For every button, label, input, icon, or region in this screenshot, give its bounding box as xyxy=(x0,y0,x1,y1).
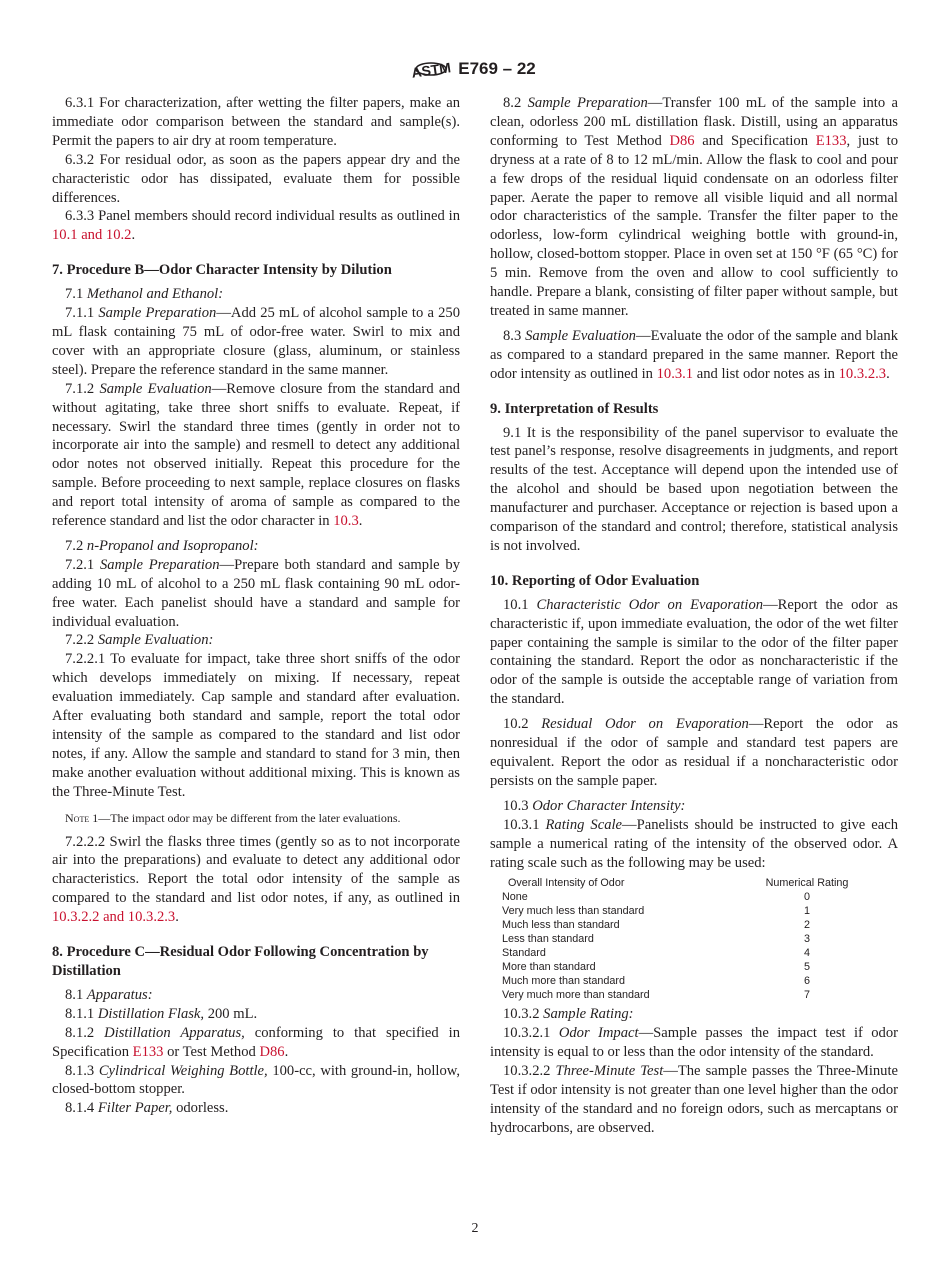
paragraph xyxy=(52,833,460,928)
table-header: Overall Intensity of Odor xyxy=(508,877,625,890)
text-run: 10. Reporting of Odor Evaluation xyxy=(490,572,700,589)
table-row xyxy=(502,918,862,932)
italic-term: Rating Scale xyxy=(545,816,623,833)
text-run: 10.3.2 xyxy=(503,1006,544,1023)
italic-term: Sample Evaluation xyxy=(525,327,636,344)
italic-term: Apparatus: xyxy=(86,986,153,1003)
paragraph xyxy=(490,715,898,791)
note xyxy=(52,809,460,828)
section-heading xyxy=(52,261,460,280)
standard-designation: E769 – 22 xyxy=(458,59,536,78)
rating-value: 2 xyxy=(803,919,810,932)
italic-term: Sample Rating: xyxy=(543,1006,634,1023)
italic-term: Sample Preparation xyxy=(527,95,648,111)
italic-term: Distillation Apparatus, xyxy=(104,1024,245,1041)
intensity-label: Much more than standard xyxy=(502,975,626,988)
intensity-label: Less than standard xyxy=(502,933,594,946)
intensity-label: Much less than standard xyxy=(502,919,620,932)
paragraph xyxy=(490,816,898,873)
cross-reference-link[interactable]: E133 xyxy=(815,132,847,149)
text-run: —Sample passes the impact test if odor intensity is equal to or less than the odor intensity of the standard. xyxy=(490,1025,899,1061)
text-run: . xyxy=(886,365,890,382)
text-run: 6.3.2 For residual odor, as soon as the papers appear dry and the characteristic odor has dissipated, evaluate them for possible differences. xyxy=(52,151,460,206)
paragraph xyxy=(490,327,898,384)
text-run: —Evaluate the odor of the sample and blank as compared to a standard prepared in the same manner. Report the odor intensity as outlined in xyxy=(490,327,898,382)
text-run: 200 mL. xyxy=(204,1005,258,1022)
text-run: 10.3.1 xyxy=(503,816,546,833)
text-run: 10.2 xyxy=(503,716,542,733)
left-column xyxy=(52,94,460,1118)
italic-term: Cylindrical Weighing Bottle, xyxy=(98,1062,268,1079)
intensity-label: More than standard xyxy=(502,961,596,974)
text-run: —Report the odor as nonresidual if the odor of sample and standard test papers are equivalent. Report the odor as residual if a noncharacteristic odor persists on the sample paper. xyxy=(490,716,899,789)
cross-reference-link[interactable]: D86 xyxy=(259,1043,285,1060)
paragraph xyxy=(52,1005,460,1024)
italic-term: n-Propanol and Isopropanol: xyxy=(86,537,259,554)
rating-scale-table xyxy=(502,876,862,1002)
text-run: 10.1 xyxy=(503,596,537,613)
intensity-label: Very much less than standard xyxy=(502,905,645,918)
text-run: —The impact odor may be different from the later evaluations. xyxy=(98,810,401,825)
text-run: 7.2.2.1 To evaluate for impact, take three short sniffs of the odor which develops immediately on mixing. If necessary, repeat evaluation immediately. Cap sample and standard after evaluation. After evaluating both standard and sample, report the total odor intensity of the sample as compared to the standard and list odor notes, if any. Allow the sample and standard to stand for 3 min, then make another evaluation without additional mixing. This is known as the Three-Minute Test. xyxy=(52,651,460,800)
paragraph xyxy=(52,207,460,245)
text-run: 8. Procedure C—Residual Odor Following Concentration by Distillation xyxy=(52,944,429,979)
text-run: odorless. xyxy=(172,1100,229,1117)
paragraph xyxy=(490,797,898,816)
text-run: . xyxy=(175,909,179,926)
text-run: 8.1.2 xyxy=(65,1024,105,1041)
text-run: . xyxy=(131,227,136,244)
text-run: 7.2.2.2 Swirl the flasks three times (gently so as to not incorporate air into the preparations) and evaluate to detect any additional odor characteristics. Report the total odor intensity of the sample as compared to the standard and list odor notes, if any, as outlined in xyxy=(52,833,460,907)
section-heading xyxy=(490,572,898,591)
paragraph xyxy=(490,596,898,709)
text-run: 8.2 xyxy=(503,95,528,111)
paragraph xyxy=(52,986,460,1005)
italic-term: Filter Paper, xyxy=(97,1100,173,1117)
paragraph xyxy=(490,1005,898,1024)
paragraph xyxy=(52,1062,460,1100)
table-row xyxy=(502,974,862,988)
text-run: 7.2 xyxy=(65,537,87,554)
rating-value: 7 xyxy=(803,989,810,1002)
italic-term: Residual Odor on Evaporation xyxy=(541,716,749,733)
italic-term: Sample Preparation xyxy=(98,305,217,322)
paragraph xyxy=(52,380,460,531)
table-row xyxy=(502,960,862,974)
text-run: 9.1 It is the responsibility of the panel supervisor to evaluate the test panel’s response, resolve disagreements in judgments, and report results of the test. Acceptance will depend upon the intended use of the alcohol and should be based upon negotiation between the manufacturer and purchaser. Acceptance or rejection is based upon a comparison of the standard and control; therefore, statistical analysis is not involved. xyxy=(490,424,898,554)
table-row xyxy=(502,988,862,1002)
text-run: 7. Procedure B—Odor Character Intensity by Dilution xyxy=(52,262,392,279)
text-run: Note 1 xyxy=(65,810,99,825)
text-run: , just to dryness at a rate of 8 to 12 mL/min. Allow the flask to cool and pour a few drops of the residual liquid condensate on an odorless filter paper. Aerate the paper to remove all visible liquid and all normal odor characteristics of the sample. Transfer the filter paper to the odorless, low-form cylindrical weighing bottle with ground-in, hollow, closed-bottom stopper. Place in oven set at 150 °F (65 °C) for 5 min. Remove from the oven and allow to cool sufficiently to handle. Prepare a blank, consisting of filter paper without sample, but treated in same manner. xyxy=(490,132,898,319)
text-run: 10.3.2.1 xyxy=(503,1025,559,1042)
text-run: and list odor notes as in xyxy=(693,365,839,382)
italic-term: Odor Character Intensity: xyxy=(532,797,686,814)
text-run: —Remove closure from the standard and without agitating, take three short sniffs to evaluate. Repeat, if necessary. Swirl the standard three times (gently in order not to incorporate air into the sample) and resmell to detect any additional odor notes not observed initially. Repeat this procedure for the sample. Before proceeding to next sample, replace closures on flasks and report total intensity of aroma of sample as compared to the reference standard and list the odor character in xyxy=(52,380,460,530)
text-run: or Test Method xyxy=(163,1043,260,1060)
paragraph xyxy=(52,631,460,650)
text-run: 7.1.2 xyxy=(65,380,100,397)
text-run: and Specification xyxy=(694,132,816,149)
text-run: —Panelists should be instructed to give each sample a numerical rating of the intensity of the observed odor. A rating scale such as the following may be used: xyxy=(490,816,899,871)
text-run: —Add 25 mL of alcohol sample to a 250 mL flask containing 75 mL of odor-free water. Swirl to mix and cover with an appropriate closure (glass, aluminum, or stainless steel). Prepare the reference standard in the same manner. xyxy=(52,305,460,378)
cross-reference-link[interactable]: D86 xyxy=(669,132,695,149)
italic-term: Three-Minute Test xyxy=(555,1063,664,1080)
text-run: —Report the odor as characteristic if, upon immediate evaluation, the odor of the wet filter paper containing the sample is similar to the odor of the filter paper containing the standard. Report the odor as noncharacteristic if the odor of the sample is outside the acceptable range of variation from the standard. xyxy=(490,596,898,708)
paragraph xyxy=(490,94,898,321)
section-heading xyxy=(490,400,898,419)
cross-reference-link[interactable]: 10.3.2.3 xyxy=(838,365,887,382)
text-run: 7.1 xyxy=(65,286,87,303)
rating-value: 0 xyxy=(803,891,810,904)
text-run: 8.1.4 xyxy=(65,1100,98,1117)
paragraph xyxy=(52,1024,460,1062)
cross-reference-link[interactable]: 10.3.1 xyxy=(656,365,694,382)
table-row xyxy=(502,946,862,960)
paragraph xyxy=(52,94,460,151)
italic-term: Odor Impact xyxy=(558,1025,639,1042)
italic-term: Distillation Flask, xyxy=(97,1005,205,1022)
table-row xyxy=(502,904,862,918)
cross-reference-link[interactable]: 10.3.2.2 and 10.3.2.3 xyxy=(52,909,176,926)
table-header: Numerical Rating xyxy=(765,877,849,890)
paragraph xyxy=(52,285,460,304)
intensity-label: None xyxy=(502,891,528,904)
text-run: 10.3 xyxy=(503,797,533,814)
text-run: —The sample passes the Three-Minute Test if odor intensity is not greater than one level higher than the odor intensity of the standard and no foreign odors, such as mercaptans or hydrocarbons, are observed. xyxy=(490,1063,898,1136)
paragraph xyxy=(52,151,460,208)
text-run: 9. Interpretation of Results xyxy=(490,400,659,417)
paragraph xyxy=(52,1099,460,1118)
paragraph xyxy=(52,304,460,380)
cross-reference-link[interactable]: 10.1 and 10.2 xyxy=(52,227,132,244)
text-run: 10.3.2.2 xyxy=(503,1063,556,1080)
rating-value: 5 xyxy=(803,961,810,974)
text-run: conforming to that specified in Specification xyxy=(52,1024,460,1060)
page-number: 2 xyxy=(471,1221,479,1236)
rating-value: 6 xyxy=(803,975,810,988)
svg-text:ASTM: ASTM xyxy=(410,59,453,81)
paragraph xyxy=(490,1024,898,1062)
text-run: —Prepare both standard and sample by adding 10 mL of alcohol to a 250 mL flask containing 90 mL odor-free water. Each panelist should have a standard and sample for individual evaluation. xyxy=(52,556,460,630)
text-run: 6.3.3 Panel members should record individual results as outlined in xyxy=(65,208,460,225)
rating-value: 4 xyxy=(803,947,810,960)
text-run: 7.2.1 xyxy=(65,556,100,573)
italic-term: Methanol and Ethanol: xyxy=(86,286,224,303)
text-run: 8.1.3 xyxy=(65,1062,99,1079)
paragraph xyxy=(52,556,460,632)
cross-reference-link[interactable]: 10.3 xyxy=(333,513,359,530)
text-run: —Transfer 100 mL of the sample into a clean, odorless 200 mL distillation flask. Distill, using an apparatus conforming to Test Method xyxy=(490,95,898,149)
page-header xyxy=(0,56,950,82)
italic-term: Sample Evaluation xyxy=(99,380,212,397)
table-row xyxy=(502,890,862,904)
text-run: . xyxy=(358,513,363,530)
text-run: . xyxy=(284,1043,289,1060)
text-run: 8.3 xyxy=(503,327,526,344)
paragraph xyxy=(490,424,898,556)
intensity-label: Very much more than standard xyxy=(502,989,650,1002)
table-row xyxy=(502,932,862,946)
right-column xyxy=(490,94,898,1138)
astm-logo-icon xyxy=(410,56,453,82)
text-run: 7.2.2 xyxy=(65,632,98,649)
intensity-label: Standard xyxy=(502,947,546,960)
rating-value: 1 xyxy=(803,905,810,918)
rating-value: 3 xyxy=(803,933,810,946)
text-run: 8.1 xyxy=(65,986,87,1003)
text-run: 100-cc, with ground-in, hollow, closed-bottom stopper. xyxy=(52,1062,460,1098)
section-heading xyxy=(52,943,460,981)
text-run: 7.1.1 xyxy=(65,305,99,322)
paragraph xyxy=(52,537,460,556)
text-run: 6.3.1 For characterization, after wetting the filter papers, make an immediate odor comparison between the standard and sample(s). Permit the papers to air dry at room temperature. xyxy=(52,95,460,149)
italic-term: Sample Preparation xyxy=(99,556,220,573)
paragraph xyxy=(490,1062,898,1138)
italic-term: Characteristic Odor on Evaporation xyxy=(536,596,764,613)
paragraph xyxy=(52,650,460,801)
text-run: 8.1.1 xyxy=(65,1005,98,1022)
cross-reference-link[interactable]: E133 xyxy=(132,1043,164,1060)
italic-term: Sample Evaluation: xyxy=(97,632,214,649)
